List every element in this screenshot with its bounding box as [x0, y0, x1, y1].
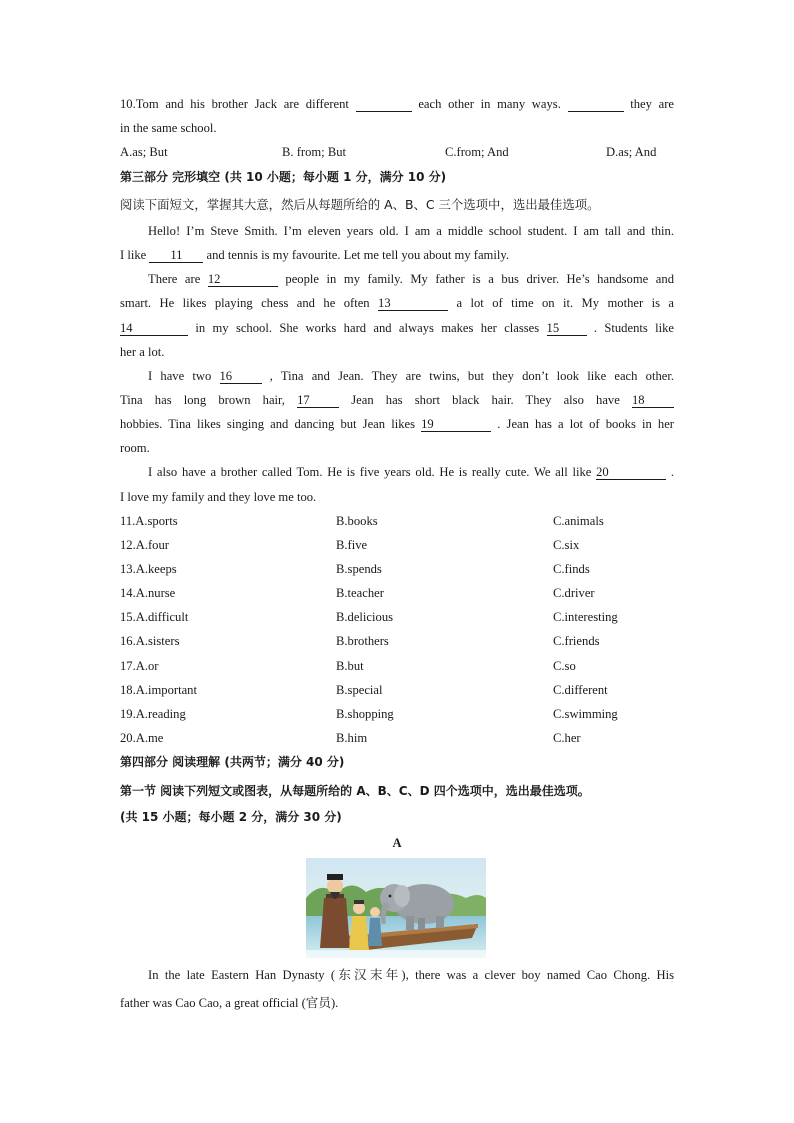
option-18-b[interactable]: B.special — [336, 683, 383, 697]
option-20-b[interactable]: B.him — [336, 731, 368, 745]
option-17-a[interactable]: 17.A.or — [120, 659, 159, 673]
option-17-b[interactable]: B.but — [336, 659, 364, 673]
option-15-b[interactable]: B.delicious — [336, 610, 394, 624]
passage-p4-line-2: I love my family and they love me too. — [120, 490, 317, 504]
option-13-b[interactable]: B.spends — [336, 562, 382, 576]
q10-option-a[interactable]: A.as; But — [120, 145, 168, 159]
cloze-blank-13[interactable]: 13 — [378, 296, 448, 311]
option-14-c[interactable]: C.driver — [553, 586, 595, 600]
q10-option-b[interactable]: B. from; But — [282, 145, 347, 159]
part4-header: 第四部分 阅读理解 (共两节；满分 40 分) — [120, 755, 345, 769]
option-16-a[interactable]: 16.A.sisters — [120, 634, 180, 648]
q10-option-d[interactable]: D.as; And — [606, 145, 657, 159]
option-16-b[interactable]: B.brothers — [336, 634, 389, 648]
passage-p3-line-4: room. — [120, 441, 150, 455]
story-line-1: In the late Eastern Han Dynasty (东汉末年), there was a clever boy named Cao Chong. His — [148, 968, 674, 982]
passage-p4-line-1: I also have a brother called Tom. He is five years old. He is really cute. We all like 20 . — [148, 465, 674, 479]
cloze-blank-12[interactable]: 12 — [208, 272, 278, 287]
option-12-b[interactable]: B.five — [336, 538, 368, 552]
part3-instruction: 阅读下面短文，掌握其大意，然后从每题所给的 A、B、C 三个选项中，选出最佳选项。 — [120, 197, 600, 212]
option-11-a[interactable]: 11.A.sports — [120, 514, 178, 528]
answer-blank[interactable] — [568, 97, 624, 112]
option-18-c[interactable]: C.different — [553, 683, 608, 697]
passage-letter: A — [392, 836, 402, 850]
option-13-a[interactable]: 13.A.keeps — [120, 562, 177, 576]
part4-section1-line-1: 第一节 阅读下列短文或图表，从每题所给的 A、B、C、D 四个选项中，选出最佳选项。 — [120, 784, 590, 798]
cloze-blank-17[interactable]: 17 — [297, 393, 339, 408]
answer-blank[interactable] — [356, 97, 412, 112]
option-20-a[interactable]: 20.A.me — [120, 731, 164, 745]
option-11-c[interactable]: C.animals — [553, 514, 604, 528]
q10-option-c[interactable]: C.from; And — [445, 145, 509, 159]
option-11-b[interactable]: B.books — [336, 514, 378, 528]
part4-section1-line-2: (共 15 小题；每小题 2 分，满分 30 分) — [120, 810, 342, 824]
passage-p1-line-2: I like 11 and tennis is my favourite. Let me tell you about my family. — [120, 248, 509, 262]
passage-p3-line-1: I have two 16 , Tina and Jean. They are twins, but they don’t look like each other. — [148, 369, 674, 383]
option-16-c[interactable]: C.friends — [553, 634, 600, 648]
option-14-b[interactable]: B.teacher — [336, 586, 384, 600]
cloze-blank-15[interactable]: 15 — [547, 321, 587, 336]
option-12-c[interactable]: C.six — [553, 538, 580, 552]
option-12-a[interactable]: 12.A.four — [120, 538, 169, 552]
part3-header: 第三部分 完形填空 (共 10 小题；每小题 1 分，满分 10 分) — [120, 170, 447, 184]
option-15-c[interactable]: C.interesting — [553, 610, 618, 624]
illustration-svg — [306, 858, 486, 958]
q10-line-2: in the same school. — [120, 121, 217, 135]
option-14-a[interactable]: 14.A.nurse — [120, 586, 176, 600]
passage-p2-line-2: smart. He likes playing chess and he often 13 a lot of time on it. My mother is a — [120, 296, 674, 310]
option-18-a[interactable]: 18.A.important — [120, 683, 197, 697]
option-20-c[interactable]: C.her — [553, 731, 581, 745]
story-line-2: father was Cao Cao, a great official (官员). — [120, 996, 339, 1010]
option-13-c[interactable]: C.finds — [553, 562, 590, 576]
option-19-b[interactable]: B.shopping — [336, 707, 394, 721]
option-19-a[interactable]: 19.A.reading — [120, 707, 186, 721]
passage-p3-line-3: hobbies. Tina likes singing and dancing but Jean likes 19 . Jean has a lot of books in her — [120, 417, 674, 431]
passage-p1-line-1: Hello! I’m Steve Smith. I’m eleven years old. I am a middle school student. I am tall and thin. — [148, 224, 674, 238]
cloze-blank-16[interactable]: 16 — [220, 369, 262, 384]
q10-line-1: 10.Tom and his brother Jack are different each other in many ways. they are — [120, 97, 674, 111]
option-19-c[interactable]: C.swimming — [553, 707, 618, 721]
option-17-c[interactable]: C.so — [553, 659, 576, 673]
passage-p2-line-4: her a lot. — [120, 345, 165, 359]
cao-chong-elephant-illustration — [306, 858, 486, 958]
passage-p3-line-2: Tina has long brown hair, 17 Jean has short black hair. They also have 18 — [120, 391, 674, 409]
cloze-blank-11[interactable]: 11 — [149, 248, 203, 263]
passage-p2-line-3: 14 in my school. She works hard and always makes her classes 15 . Students like — [120, 321, 674, 335]
cloze-blank-18[interactable]: 18 — [632, 393, 674, 408]
cloze-blank-20[interactable]: 20 — [596, 465, 666, 480]
cloze-blank-19[interactable]: 19 — [421, 417, 491, 432]
passage-p2-line-1: There are 12 people in my family. My father is a bus driver. He’s handsome and — [148, 272, 674, 286]
cloze-blank-14[interactable]: 14 — [120, 321, 188, 336]
option-15-a[interactable]: 15.A.difficult — [120, 610, 189, 624]
